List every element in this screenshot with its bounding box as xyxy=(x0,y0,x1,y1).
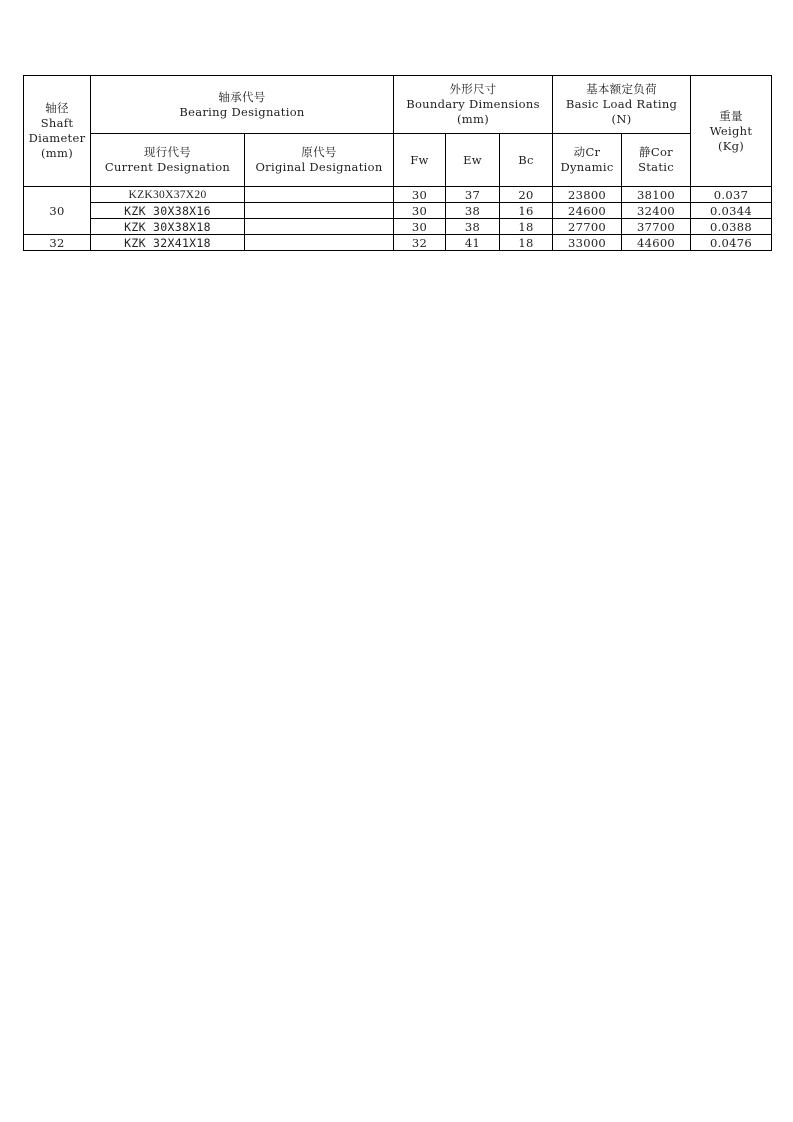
designation-zh-label: 轴承代号 xyxy=(218,89,266,104)
load-zh-label: 基本额定负荷 xyxy=(586,82,657,96)
load-en-label: Basic Load Rating xyxy=(565,97,678,111)
dynamic-cell: 24600 xyxy=(553,203,622,219)
fw-cell: 32 xyxy=(394,235,446,251)
dynamic-cell: 27700 xyxy=(553,219,622,235)
header-row-2 xyxy=(24,134,772,187)
static-header xyxy=(622,134,691,187)
dynamic-zh-label: 动Cr xyxy=(573,145,601,159)
load-unit-label: (N) xyxy=(611,112,632,126)
bc-cell: 16 xyxy=(500,203,553,219)
weight-header xyxy=(691,76,772,187)
original-designation-cell xyxy=(245,219,394,235)
shaft-diameter-cell: 32 xyxy=(24,235,91,251)
current-zh-label: 现行代号 xyxy=(143,145,192,159)
weight-zh-label: 重量 xyxy=(719,108,743,123)
designation-en-label: Bearing Designation xyxy=(179,104,305,119)
bc-cell: 18 xyxy=(500,219,553,235)
table-row xyxy=(24,235,772,251)
shaft-zh-label: 轴径 xyxy=(45,101,69,115)
static-en-label: Static xyxy=(638,160,674,174)
table-row xyxy=(24,203,772,219)
bc-cell: 18 xyxy=(500,235,553,251)
ew-header: Ew xyxy=(446,134,500,187)
original-designation-cell xyxy=(245,187,394,203)
boundary-unit-label: (mm) xyxy=(457,112,489,126)
ew-cell: 38 xyxy=(446,219,500,235)
current-designation-cell: KZK 30X38X16 xyxy=(91,203,245,219)
header-row-1 xyxy=(24,76,772,134)
original-en-label: Original Designation xyxy=(255,160,383,174)
shaft-diameter-header xyxy=(24,76,91,187)
shaft-en-label: Shaft xyxy=(40,116,74,130)
ew-cell: 38 xyxy=(446,203,500,219)
current-designation-header xyxy=(91,134,245,187)
weight-unit-label: (Kg) xyxy=(717,138,745,153)
boundary-dimensions-header xyxy=(394,76,553,134)
weight-cell: 0.0476 xyxy=(691,235,772,251)
static-cell: 38100 xyxy=(622,187,691,203)
fw-cell: 30 xyxy=(394,187,446,203)
basic-load-rating-header xyxy=(553,76,691,134)
weight-cell: 0.037 xyxy=(691,187,772,203)
weight-cell: 0.0344 xyxy=(691,203,772,219)
ew-cell: 41 xyxy=(446,235,500,251)
shaft-unit-label: (mm) xyxy=(41,146,73,160)
boundary-zh-label: 外形尺寸 xyxy=(449,82,497,96)
current-designation-cell: KZK 32X41X18 xyxy=(91,235,245,251)
table-row xyxy=(24,219,772,235)
current-designation-cell: KZK30X37X20 xyxy=(91,187,245,203)
bearing-spec-table xyxy=(23,75,772,251)
table-row xyxy=(24,187,772,203)
original-designation-header xyxy=(245,134,394,187)
original-designation-cell xyxy=(245,235,394,251)
dynamic-cell: 23800 xyxy=(553,187,622,203)
boundary-en-label: Boundary Dimensions xyxy=(406,97,540,111)
static-zh-label: 静Cor xyxy=(639,145,673,159)
fw-cell: 30 xyxy=(394,203,446,219)
dynamic-header xyxy=(553,134,622,187)
diameter-en-label: Diameter xyxy=(28,131,86,145)
bc-header: Bc xyxy=(500,134,553,187)
original-designation-cell xyxy=(245,203,394,219)
bearing-designation-header xyxy=(91,76,394,134)
fw-cell: 30 xyxy=(394,219,446,235)
current-en-label: Current Designation xyxy=(104,160,231,174)
weight-en-label: Weight xyxy=(709,123,753,138)
static-cell: 37700 xyxy=(622,219,691,235)
dynamic-en-label: Dynamic xyxy=(560,160,614,174)
bc-cell: 20 xyxy=(500,187,553,203)
ew-cell: 37 xyxy=(446,187,500,203)
static-cell: 32400 xyxy=(622,203,691,219)
original-zh-label: 原代号 xyxy=(301,145,337,159)
current-designation-cell: KZK 30X38X18 xyxy=(91,219,245,235)
weight-cell: 0.0388 xyxy=(691,219,772,235)
fw-header: Fw xyxy=(394,134,446,187)
dynamic-cell: 33000 xyxy=(553,235,622,251)
static-cell: 44600 xyxy=(622,235,691,251)
shaft-diameter-cell: 30 xyxy=(24,187,91,235)
